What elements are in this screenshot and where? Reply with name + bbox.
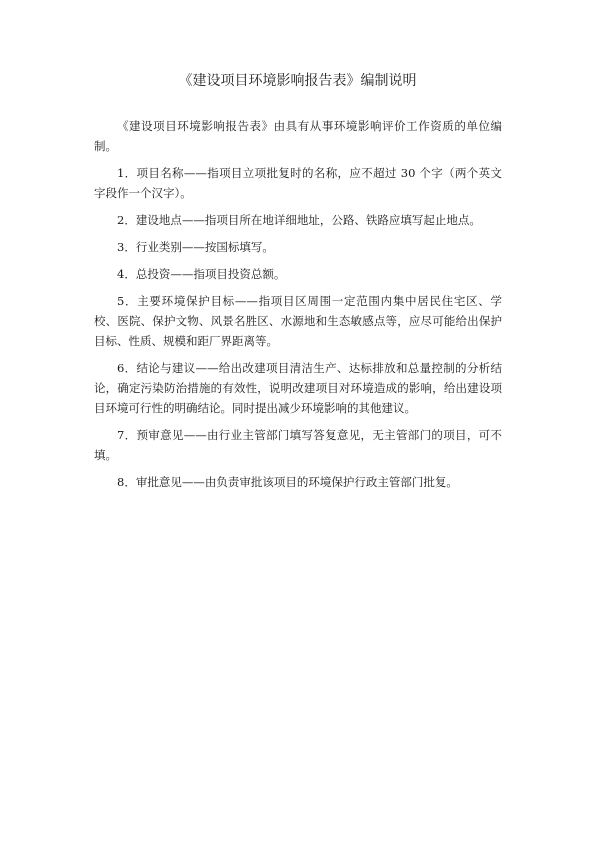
item-7-pre-review: 7．预审意见——由行业主管部门填写答复意见，无主管部门的项目，可不填。 (94, 428, 502, 462)
item-2-construction-site: 2．建设地点——指项目所在地详细地址，公路、铁路应填写起止地点。 (117, 213, 481, 227)
item-6-conclusion: 6．结论与建议——给出改建项目清洁生产、达标排放和总量控制的分析结论，确定污染防治措施的有效性，说明改建项目对环境造成的影响，给出建设项目环境可行性的明确结论。同时提出减少环境影响的其他建议。 (94, 361, 502, 415)
item-4-total-investment: 4．总投资——指项目投资总额。 (117, 267, 286, 281)
item-8-approval: 8．审批意见——由负责审批该项目的环境保护行政主管部门批复。 (117, 475, 458, 489)
intro-paragraph: 《建设项目环境影响报告表》由具有从事环境影响评价工作资质的单位编制。 (94, 119, 502, 153)
item-1-project-name: 1．项目名称——指项目立项批复时的名称，应不超过 30 个字（两个英文字段作一个汉字）。 (94, 166, 502, 200)
document-title: 《建设项目环境影响报告表》编制说明 (178, 73, 417, 89)
item-3-industry-category: 3．行业类别——按国标填写。 (117, 240, 274, 254)
item-5-protection-targets: 5．主要环境保护目标——指项目区周围一定范围内集中居民住宅区、学校、医院、保护文物、风景名胜区、水源地和生态敏感点等，应尽可能给出保护目标、性质、规模和距厂界距离等。 (94, 294, 502, 348)
document-body (94, 116, 502, 499)
